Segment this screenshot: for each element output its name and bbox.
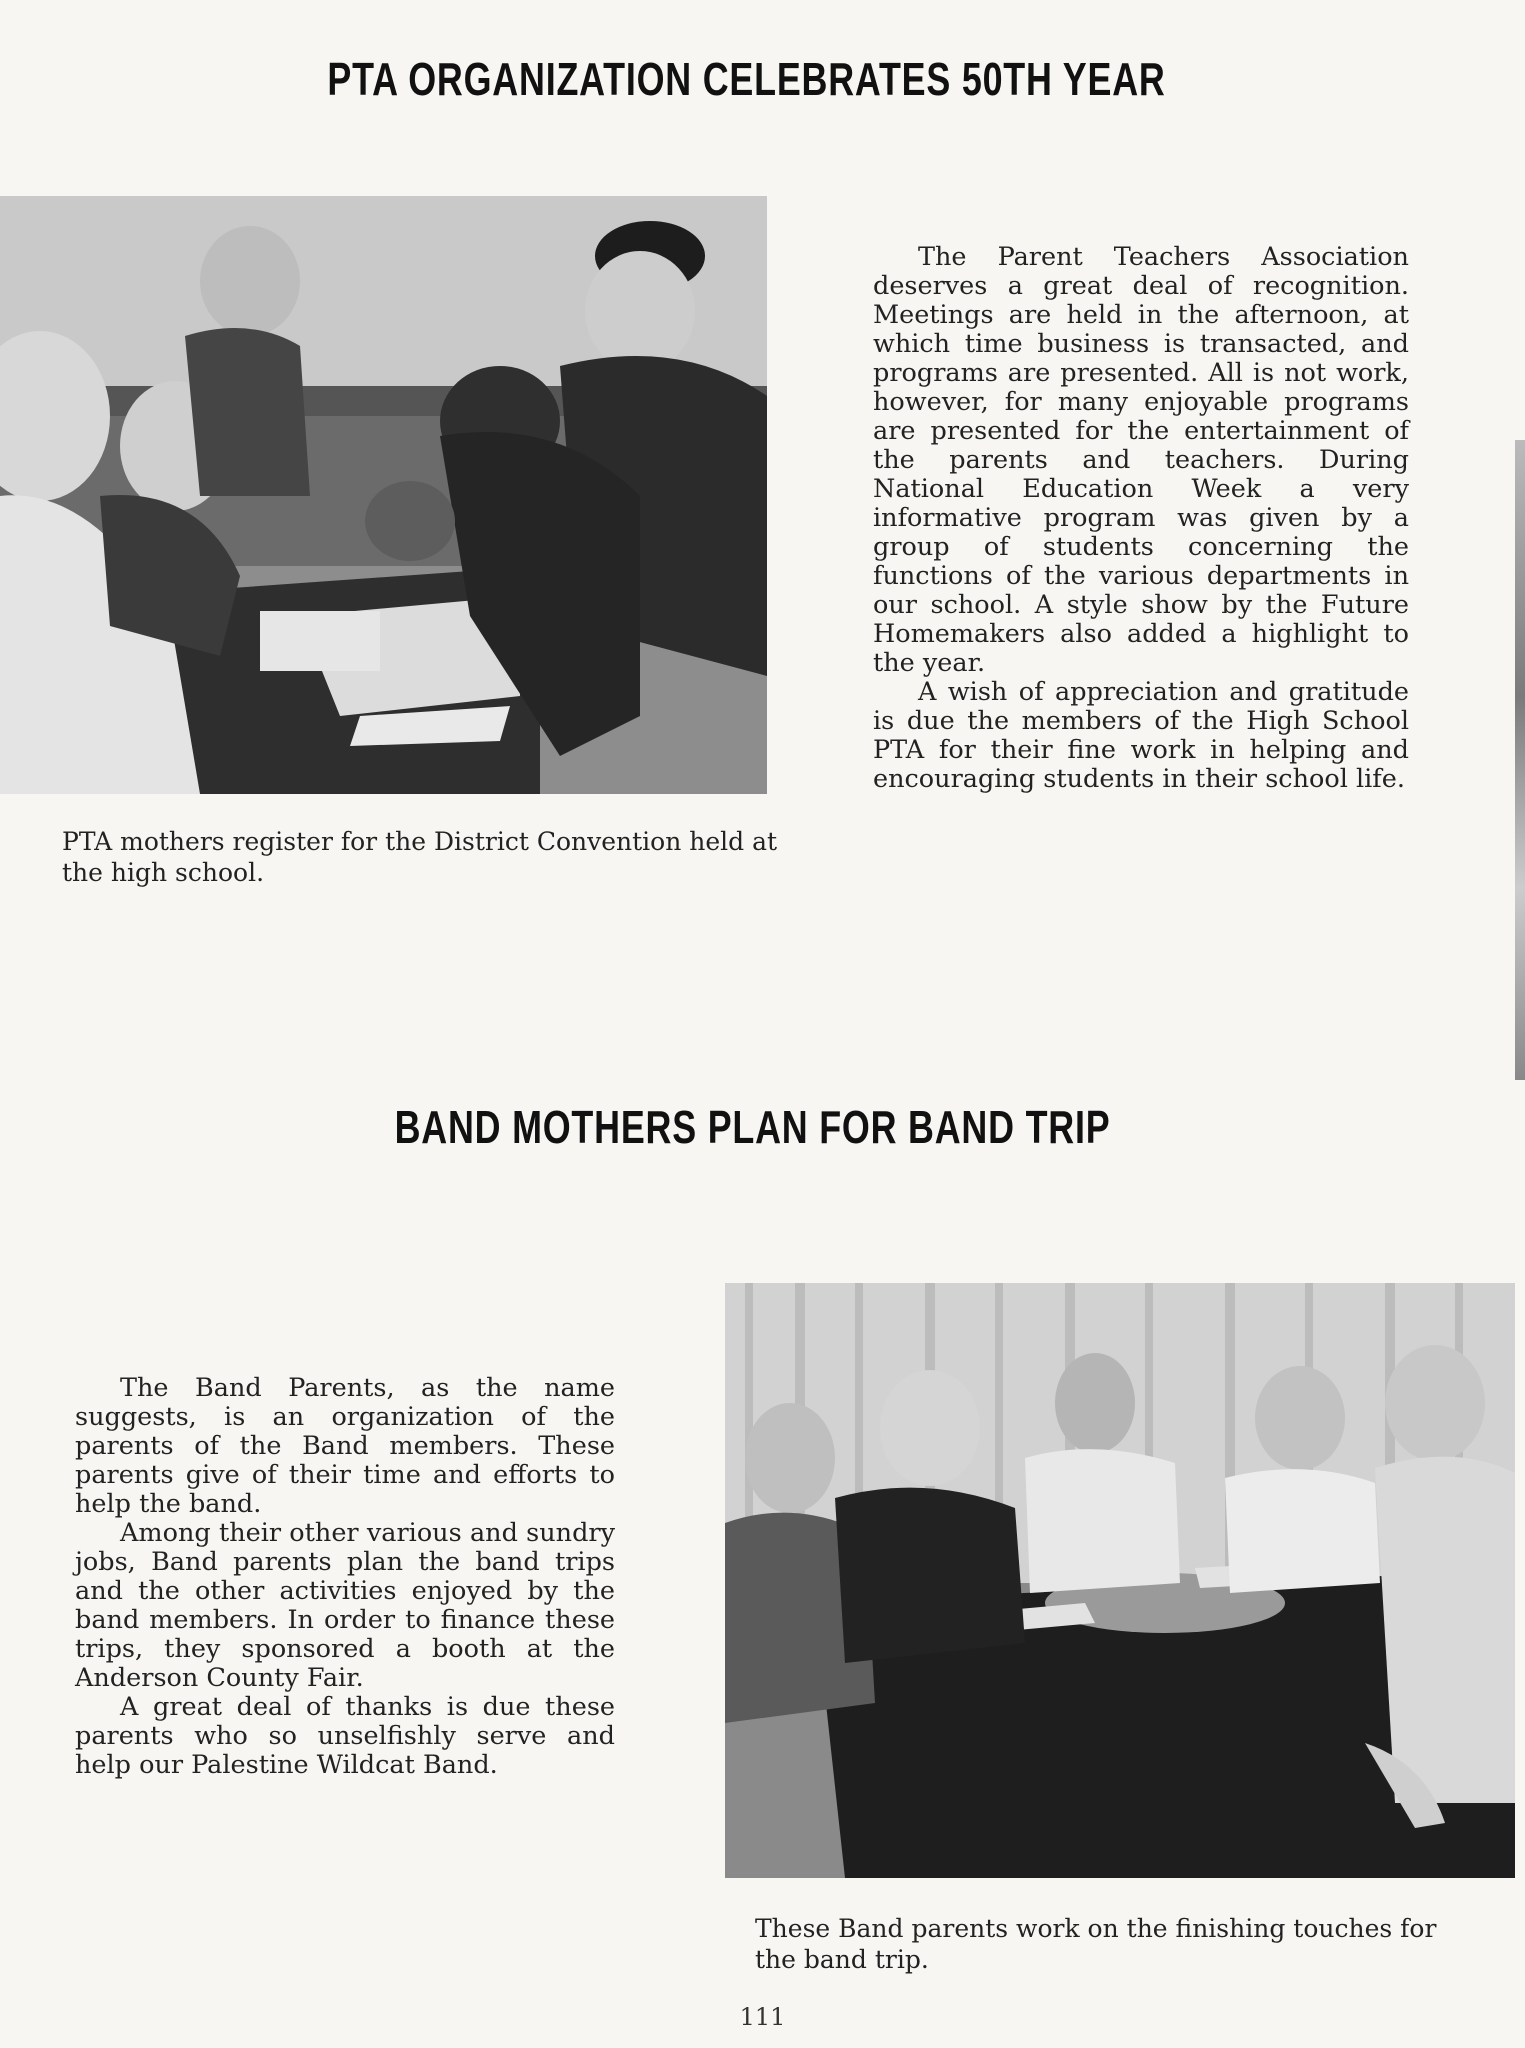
band-paragraph: A great deal of thanks is due these parents who so unselfishly serve and help our Palestine Wildcat Band. <box>75 1692 615 1780</box>
pta-paragraph: A wish of appreciation and gratitude is due the members of the High School PTA for their fine work in helping and encouraging students in their school life. <box>873 677 1409 794</box>
band-paragraph: Among their other various and sundry jobs, Band parents plan the band trips and the other activities enjoyed by the band members. In order to finance these trips, they sponsored a booth at the Anderson County Fair. <box>75 1518 615 1693</box>
pta-photo-caption: PTA mothers register for the District Convention held at the high school. <box>62 827 778 887</box>
band-paragraph: The Band Parents, as the name suggests, is an organization of the parents of the Band members. These parents give of their time and efforts to help the band. <box>75 1373 615 1519</box>
band-headline: BAND MOTHERS PLAN FOR BAND TRIP <box>394 1101 1111 1153</box>
pta-headline: PTA ORGANIZATION CELEBRATES 50TH YEAR <box>327 53 1166 105</box>
pta-paragraph: The Parent Teachers Association deserves a great deal of recognition. Meetings are held in the afternoon, at which time business is transacted, and programs are presented. All is not work, however, for many enjoyable programs are presented for the entertainment of the parents and teachers. During National Education Week a very informative program was given by a group of students concerning the functions of the various departments in our school. A style show by the Future Homemakers also added a highlight to the year. <box>873 242 1409 678</box>
pta-article <box>873 243 1409 794</box>
band-article <box>75 1374 615 1780</box>
page-number: 111 <box>739 2003 786 2031</box>
band-photo-caption: These Band parents work on the finishing touches for the band trip. <box>755 1914 1437 1974</box>
page-edge-shadow <box>1515 440 1525 1080</box>
pta-registration-photo <box>0 196 767 794</box>
band-parents-photo <box>725 1283 1515 1878</box>
